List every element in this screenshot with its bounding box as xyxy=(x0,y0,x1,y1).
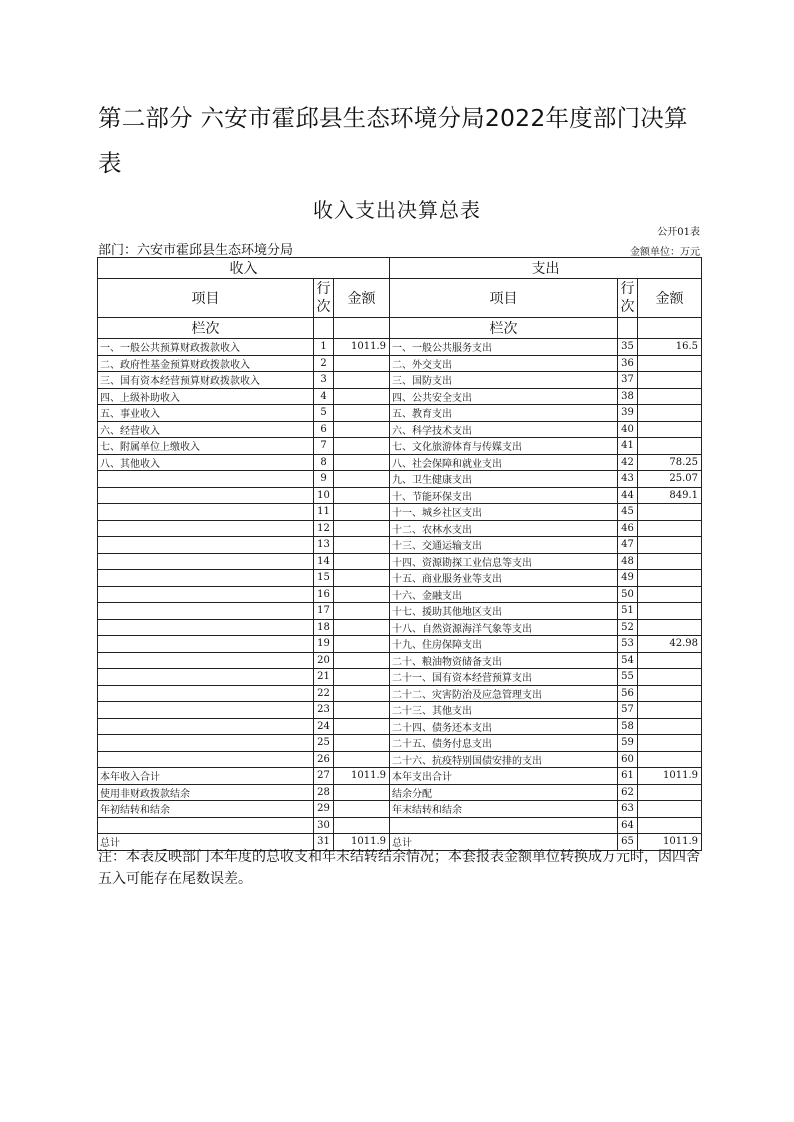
table-row xyxy=(98,471,702,488)
expense-amount-cell xyxy=(638,801,702,818)
income-item-cell: 四、上级补助收入 xyxy=(98,388,314,405)
expense-item-cell: 二十四、债务还本支出 xyxy=(390,718,618,735)
income-row-no-header: 行次 xyxy=(314,279,334,318)
income-amount-cell xyxy=(334,504,390,521)
income-row-no-cell: 6 xyxy=(314,421,334,438)
income-amount-cell xyxy=(334,669,390,686)
income-amount-cell xyxy=(334,817,390,834)
income-item-cell: 一、一般公共预算财政拨款收入 xyxy=(98,339,314,356)
income-amount-cell xyxy=(334,421,390,438)
income-item-cell xyxy=(98,504,314,521)
expense-row-no-cell: 52 xyxy=(618,619,638,636)
income-item-cell: 七、附属单位上缴收入 xyxy=(98,438,314,455)
table-row xyxy=(98,586,702,603)
expense-amount-cell xyxy=(638,438,702,455)
expense-item-cell: 二十二、灾害防治及应急管理支出 xyxy=(390,685,618,702)
income-row-no-cell: 2 xyxy=(314,355,334,372)
income-amount-cell xyxy=(334,487,390,504)
income-row-no-cell: 25 xyxy=(314,735,334,752)
expense-row-no-cell: 44 xyxy=(618,487,638,504)
expense-amount-cell: 78.25 xyxy=(638,454,702,471)
table-row xyxy=(98,454,702,471)
expense-row-no-cell: 37 xyxy=(618,372,638,389)
income-amount-cell xyxy=(334,438,390,455)
expense-item-cell: 十七、援助其他地区支出 xyxy=(390,603,618,620)
expense-amount-cell: 25.07 xyxy=(638,471,702,488)
income-row-no-cell: 9 xyxy=(314,471,334,488)
income-row-no-cell: 26 xyxy=(314,751,334,768)
expense-amount-cell xyxy=(638,619,702,636)
expense-amount-cell xyxy=(638,735,702,752)
header-row-column-index xyxy=(98,318,702,339)
income-row-no-cell: 23 xyxy=(314,702,334,719)
expense-amount-cell xyxy=(638,537,702,554)
income-row-no-cell: 3 xyxy=(314,372,334,389)
income-amount-cell xyxy=(334,718,390,735)
header-row-columns xyxy=(98,279,702,318)
income-amount-cell xyxy=(334,520,390,537)
expense-amount-cell xyxy=(638,784,702,801)
expense-row-no-cell: 39 xyxy=(618,405,638,422)
expense-amount-cell xyxy=(638,685,702,702)
income-row-no-cell: 1 xyxy=(314,339,334,356)
expense-amount-cell: 1011.9 xyxy=(638,768,702,785)
expense-item-cell: 六、科学技术支出 xyxy=(390,421,618,438)
income-column-index-blank xyxy=(334,318,390,339)
income-row-no-cell: 13 xyxy=(314,537,334,554)
expense-amount-header: 金额 xyxy=(638,279,702,318)
expense-item-cell: 十九、住房保障支出 xyxy=(390,636,618,653)
expense-item-cell: 十一、城乡社区支出 xyxy=(390,504,618,521)
table-row xyxy=(98,619,702,636)
table-row xyxy=(98,702,702,719)
income-amount-cell xyxy=(334,784,390,801)
income-item-cell xyxy=(98,487,314,504)
expense-row-no-cell: 40 xyxy=(618,421,638,438)
table-title: 收入支出决算总表 xyxy=(313,198,481,222)
income-row-no-cell: 8 xyxy=(314,454,334,471)
income-item-cell: 年初结转和结余 xyxy=(98,801,314,818)
income-item-cell xyxy=(98,718,314,735)
income-item-cell: 八、其他收入 xyxy=(98,454,314,471)
table-row xyxy=(98,537,702,554)
expense-item-cell: 一、一般公共服务支出 xyxy=(390,339,618,356)
income-item-cell xyxy=(98,570,314,587)
expense-row-no-cell: 48 xyxy=(618,553,638,570)
expense-item-header: 项目 xyxy=(390,279,618,318)
expense-item-cell: 五、教育支出 xyxy=(390,405,618,422)
expense-row-no-cell: 38 xyxy=(618,388,638,405)
income-amount-cell xyxy=(334,751,390,768)
income-item-header: 项目 xyxy=(98,279,314,318)
unit-label: 金额单位：万元 xyxy=(630,247,700,258)
expense-item-cell: 本年支出合计 xyxy=(390,768,618,785)
income-amount-cell xyxy=(334,355,390,372)
income-item-cell: 本年收入合计 xyxy=(98,768,314,785)
income-amount-cell xyxy=(334,372,390,389)
expense-row-no-cell: 56 xyxy=(618,685,638,702)
expense-amount-cell xyxy=(638,817,702,834)
expense-item-cell: 结余分配 xyxy=(390,784,618,801)
expense-item-cell: 十二、农林水支出 xyxy=(390,520,618,537)
expense-row-no-cell: 53 xyxy=(618,636,638,653)
table-row xyxy=(98,388,702,405)
table-row xyxy=(98,553,702,570)
table-row xyxy=(98,685,702,702)
department-label: 部门：六安市霍邱县生态环境分局 xyxy=(98,243,294,258)
table-row xyxy=(98,339,702,356)
table-row xyxy=(98,801,702,818)
expense-item-cell: 十六、金融支出 xyxy=(390,586,618,603)
expense-row-no-cell: 60 xyxy=(618,751,638,768)
income-row-no-cell: 24 xyxy=(314,718,334,735)
expense-row-no-cell: 42 xyxy=(618,454,638,471)
expense-amount-cell xyxy=(638,702,702,719)
table-row xyxy=(98,718,702,735)
expense-row-no-cell: 45 xyxy=(618,504,638,521)
expense-row-no-cell: 49 xyxy=(618,570,638,587)
expense-row-no-cell: 64 xyxy=(618,817,638,834)
income-item-cell xyxy=(98,685,314,702)
income-row-no-cell: 28 xyxy=(314,784,334,801)
income-amount-cell: 1011.9 xyxy=(334,768,390,785)
income-amount-cell xyxy=(334,405,390,422)
expense-amount-cell xyxy=(638,388,702,405)
income-row-no-cell: 29 xyxy=(314,801,334,818)
income-item-cell xyxy=(98,669,314,686)
form-code: 公开01表 xyxy=(657,227,700,238)
expense-column-index-label: 栏次 xyxy=(390,318,618,339)
income-item-cell xyxy=(98,537,314,554)
expense-item-cell: 二十六、抗疫特别国债安排的支出 xyxy=(390,751,618,768)
expense-header: 支出 xyxy=(390,258,702,279)
expense-amount-cell xyxy=(638,504,702,521)
income-item-cell: 六、经营收入 xyxy=(98,421,314,438)
table-row xyxy=(98,636,702,653)
table-row xyxy=(98,751,702,768)
expense-item-cell: 二、外交支出 xyxy=(390,355,618,372)
table-row xyxy=(98,520,702,537)
table-row xyxy=(98,652,702,669)
expense-amount-cell: 849.1 xyxy=(638,487,702,504)
expense-row-no-cell: 41 xyxy=(618,438,638,455)
income-amount-cell xyxy=(334,652,390,669)
income-amount-cell: 1011.9 xyxy=(334,834,390,851)
table-row xyxy=(98,438,702,455)
income-item-cell xyxy=(98,603,314,620)
expense-item-cell: 十三、交通运输支出 xyxy=(390,537,618,554)
expense-row-no-cell: 62 xyxy=(618,784,638,801)
expense-item-cell: 十、节能环保支出 xyxy=(390,487,618,504)
income-row-no-cell: 31 xyxy=(314,834,334,851)
table-row xyxy=(98,669,702,686)
income-amount-cell xyxy=(334,603,390,620)
expense-amount-cell xyxy=(638,718,702,735)
income-amount-cell xyxy=(334,388,390,405)
expense-column-index-blank xyxy=(638,318,702,339)
income-amount-cell xyxy=(334,537,390,554)
income-row-no-cell: 30 xyxy=(314,817,334,834)
expense-item-cell: 十八、自然资源海洋气象等支出 xyxy=(390,619,618,636)
expense-item-cell: 九、卫生健康支出 xyxy=(390,471,618,488)
income-row-no-cell: 16 xyxy=(314,586,334,603)
expense-row-no-cell: 46 xyxy=(618,520,638,537)
expense-item-cell xyxy=(390,817,618,834)
income-row-no-cell: 27 xyxy=(314,768,334,785)
income-header: 收入 xyxy=(98,258,390,279)
expense-row-no-cell: 47 xyxy=(618,537,638,554)
expense-row-no-cell: 55 xyxy=(618,669,638,686)
expense-item-cell: 七、文化旅游体育与传媒支出 xyxy=(390,438,618,455)
expense-row-no-cell: 43 xyxy=(618,471,638,488)
income-row-no-cell: 14 xyxy=(314,553,334,570)
expense-row-no-cell: 51 xyxy=(618,603,638,620)
income-amount-header: 金额 xyxy=(334,279,390,318)
income-row-no-cell: 4 xyxy=(314,388,334,405)
expense-item-cell: 二十五、债务付息支出 xyxy=(390,735,618,752)
budget-summary-table xyxy=(97,257,702,851)
table-row xyxy=(98,372,702,389)
income-row-no-cell: 18 xyxy=(314,619,334,636)
income-item-cell: 三、国有资本经营预算财政拨款收入 xyxy=(98,372,314,389)
expense-amount-cell xyxy=(638,603,702,620)
expense-row-no-cell: 59 xyxy=(618,735,638,752)
expense-item-cell: 四、公共安全支出 xyxy=(390,388,618,405)
income-amount-cell xyxy=(334,619,390,636)
income-item-cell xyxy=(98,471,314,488)
income-amount-cell xyxy=(334,636,390,653)
expense-row-no-cell: 61 xyxy=(618,768,638,785)
expense-row-no-cell: 58 xyxy=(618,718,638,735)
table-row xyxy=(98,735,702,752)
page-title: 第二部分 六安市霍邱县生态环境分局2022年度部门决算表 xyxy=(98,104,688,177)
table-row xyxy=(98,817,702,834)
expense-amount-cell xyxy=(638,570,702,587)
table-row xyxy=(98,603,702,620)
income-item-cell: 五、事业收入 xyxy=(98,405,314,422)
income-item-cell xyxy=(98,702,314,719)
table-row xyxy=(98,570,702,587)
income-amount-cell: 1011.9 xyxy=(334,339,390,356)
income-amount-cell xyxy=(334,801,390,818)
income-column-index-label: 栏次 xyxy=(98,318,314,339)
income-item-cell xyxy=(98,619,314,636)
income-item-cell: 总计 xyxy=(98,834,314,851)
table-row xyxy=(98,784,702,801)
expense-amount-cell: 16.5 xyxy=(638,339,702,356)
income-item-cell xyxy=(98,520,314,537)
expense-row-no-cell: 57 xyxy=(618,702,638,719)
expense-row-no-cell: 65 xyxy=(618,834,638,851)
income-column-index-blank xyxy=(314,318,334,339)
table-row xyxy=(98,355,702,372)
expense-item-cell: 十四、资源勘探工业信息等支出 xyxy=(390,553,618,570)
income-amount-cell xyxy=(334,471,390,488)
income-item-cell xyxy=(98,817,314,834)
expense-row-no-cell: 54 xyxy=(618,652,638,669)
expense-row-no-header: 行次 xyxy=(618,279,638,318)
income-row-no-cell: 22 xyxy=(314,685,334,702)
table-row xyxy=(98,504,702,521)
income-amount-cell xyxy=(334,454,390,471)
income-row-no-cell: 7 xyxy=(314,438,334,455)
expense-amount-cell xyxy=(638,355,702,372)
income-row-no-cell: 17 xyxy=(314,603,334,620)
expense-item-cell: 年末结转和结余 xyxy=(390,801,618,818)
expense-amount-cell xyxy=(638,405,702,422)
expense-item-cell: 二十、粮油物资储备支出 xyxy=(390,652,618,669)
income-item-cell xyxy=(98,636,314,653)
expense-item-cell: 八、社会保障和就业支出 xyxy=(390,454,618,471)
expense-column-index-blank xyxy=(618,318,638,339)
income-amount-cell xyxy=(334,702,390,719)
income-item-cell: 使用非财政拨款结余 xyxy=(98,784,314,801)
expense-row-no-cell: 63 xyxy=(618,801,638,818)
expense-item-cell: 三、国防支出 xyxy=(390,372,618,389)
expense-row-no-cell: 36 xyxy=(618,355,638,372)
expense-amount-cell xyxy=(638,520,702,537)
expense-amount-cell xyxy=(638,372,702,389)
income-item-cell xyxy=(98,553,314,570)
income-row-no-cell: 20 xyxy=(314,652,334,669)
expense-amount-cell xyxy=(638,751,702,768)
income-row-no-cell: 5 xyxy=(314,405,334,422)
expense-amount-cell xyxy=(638,553,702,570)
expense-amount-cell xyxy=(638,421,702,438)
income-amount-cell xyxy=(334,735,390,752)
table-row xyxy=(98,421,702,438)
income-item-cell xyxy=(98,735,314,752)
expense-row-no-cell: 35 xyxy=(618,339,638,356)
income-amount-cell xyxy=(334,586,390,603)
income-amount-cell xyxy=(334,570,390,587)
income-amount-cell xyxy=(334,685,390,702)
table-row xyxy=(98,768,702,785)
income-item-cell xyxy=(98,751,314,768)
expense-amount-cell xyxy=(638,586,702,603)
table-row xyxy=(98,405,702,422)
income-row-no-cell: 12 xyxy=(314,520,334,537)
table-note: 注：本表反映部门本年度的总收支和年末结转结余情况；本套报表金额单位转换成万元时，因四舍五入可能存在尾数误差。 xyxy=(98,849,700,887)
expense-amount-cell xyxy=(638,652,702,669)
expense-item-cell: 总计 xyxy=(390,834,618,851)
expense-amount-cell xyxy=(638,669,702,686)
expense-amount-cell: 1011.9 xyxy=(638,834,702,851)
income-row-no-cell: 11 xyxy=(314,504,334,521)
expense-item-cell: 二十一、国有资本经营预算支出 xyxy=(390,669,618,686)
income-item-cell xyxy=(98,652,314,669)
header-row-section xyxy=(98,258,702,279)
expense-item-cell: 十五、商业服务业等支出 xyxy=(390,570,618,587)
income-row-no-cell: 15 xyxy=(314,570,334,587)
expense-amount-cell: 42.98 xyxy=(638,636,702,653)
income-row-no-cell: 21 xyxy=(314,669,334,686)
income-item-cell xyxy=(98,586,314,603)
income-row-no-cell: 10 xyxy=(314,487,334,504)
income-amount-cell xyxy=(334,553,390,570)
expense-item-cell: 二十三、其他支出 xyxy=(390,702,618,719)
income-row-no-cell: 19 xyxy=(314,636,334,653)
expense-row-no-cell: 50 xyxy=(618,586,638,603)
table-row xyxy=(98,487,702,504)
income-item-cell: 二、政府性基金预算财政拨款收入 xyxy=(98,355,314,372)
